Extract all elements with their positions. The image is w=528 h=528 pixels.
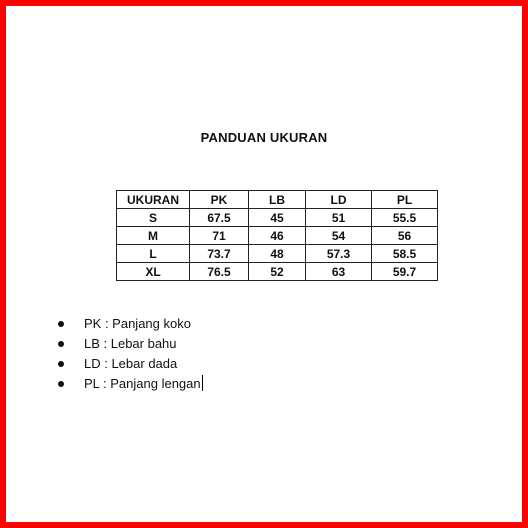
- legend-text: LB : Lebar bahu: [84, 336, 177, 351]
- column-header-ukuran: UKURAN: [117, 191, 190, 209]
- table-cell: L: [117, 245, 190, 263]
- table-cell: 51: [306, 209, 372, 227]
- table-row: [117, 245, 438, 263]
- table-cell: 57.3: [306, 245, 372, 263]
- table-cell: 58.5: [372, 245, 438, 263]
- column-header-pk: PK: [190, 191, 249, 209]
- legend-list: [58, 314, 203, 394]
- table-cell: 76.5: [190, 263, 249, 281]
- table-row: [117, 209, 438, 227]
- list-item: [58, 314, 203, 334]
- legend-text: PK : Panjang koko: [84, 316, 191, 331]
- table-cell: 63: [306, 263, 372, 281]
- column-header-pl: PL: [372, 191, 438, 209]
- table-cell: 54: [306, 227, 372, 245]
- legend-text: PL : Panjang lengan: [84, 376, 201, 391]
- page-title: PANDUAN UKURAN: [200, 130, 328, 145]
- table-cell: 67.5: [190, 209, 249, 227]
- table-cell: 56: [372, 227, 438, 245]
- table-cell: 71: [190, 227, 249, 245]
- bullet-icon: [58, 381, 64, 387]
- table-cell: 46: [249, 227, 306, 245]
- column-header-ld: LD: [306, 191, 372, 209]
- list-item: [58, 354, 203, 374]
- bullet-icon: [58, 361, 64, 367]
- text-cursor: [202, 375, 203, 391]
- table-cell: S: [117, 209, 190, 227]
- table-cell: 52: [249, 263, 306, 281]
- column-header-lb: LB: [249, 191, 306, 209]
- table-row: [117, 263, 438, 281]
- table-cell: M: [117, 227, 190, 245]
- list-item: [58, 374, 203, 394]
- table-cell: 48: [249, 245, 306, 263]
- table-cell: 59.7: [372, 263, 438, 281]
- bullet-icon: [58, 341, 64, 347]
- table-cell: 45: [249, 209, 306, 227]
- legend-text: LD : Lebar dada: [84, 356, 178, 371]
- table-row: [117, 227, 438, 245]
- size-table: [116, 190, 438, 281]
- table-cell: XL: [117, 263, 190, 281]
- table-header-row: [117, 191, 438, 209]
- table-cell: 55.5: [372, 209, 438, 227]
- bullet-icon: [58, 321, 64, 327]
- list-item: [58, 334, 203, 354]
- table-cell: 73.7: [190, 245, 249, 263]
